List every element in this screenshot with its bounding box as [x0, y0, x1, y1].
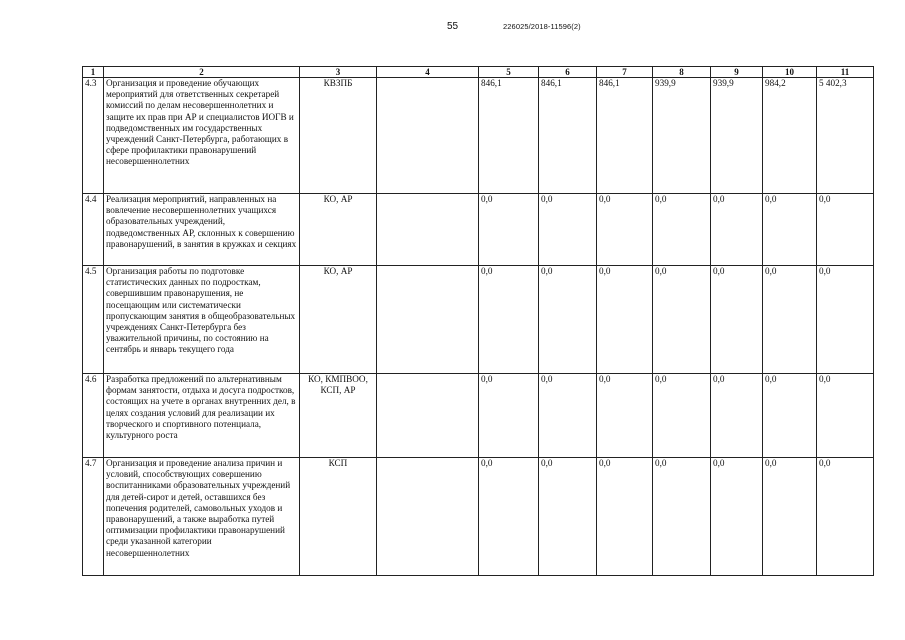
value-cell: 0,0	[711, 374, 763, 458]
funding-source	[377, 194, 479, 266]
column-header: 6	[539, 67, 597, 78]
total-cell: 5 402,3	[817, 78, 874, 194]
column-header: 8	[653, 67, 711, 78]
value-cell: 0,0	[763, 458, 817, 576]
row-number: 4.7	[83, 458, 104, 576]
total-cell: 0,0	[817, 374, 874, 458]
value-cell: 846,1	[597, 78, 653, 194]
total-cell: 0,0	[817, 266, 874, 374]
column-header: 1	[83, 67, 104, 78]
column-header: 5	[479, 67, 539, 78]
value-cell: 0,0	[539, 194, 597, 266]
table-row	[83, 78, 874, 194]
column-header: 7	[597, 67, 653, 78]
value-cell: 0,0	[539, 374, 597, 458]
page-header	[0, 19, 905, 35]
value-cell: 0,0	[539, 266, 597, 374]
value-cell: 0,0	[597, 458, 653, 576]
column-header: 4	[377, 67, 479, 78]
row-number: 4.3	[83, 78, 104, 194]
executor: КВЗПБ	[300, 78, 377, 194]
column-header: 2	[104, 67, 300, 78]
value-cell: 0,0	[763, 374, 817, 458]
funding-source	[377, 78, 479, 194]
table-row	[83, 194, 874, 266]
column-header: 3	[300, 67, 377, 78]
value-cell: 0,0	[539, 458, 597, 576]
program-table	[82, 66, 874, 576]
column-header: 10	[763, 67, 817, 78]
activity-description: Организация работы по подготовке статистических данных по подросткам, совершившим правонарушения, не посещающим или систематически пропускающим занятия в общеобразовательных учреждениях Санкт-Петербурга без уважительной причины, по состоянию на сентябрь и январь текущего года	[104, 266, 300, 374]
total-cell: 0,0	[817, 458, 874, 576]
value-cell: 0,0	[711, 266, 763, 374]
activity-description: Организация и проведение анализа причин и условий, способствующих совершению воспитанниками образовательных учреждений для детей-сирот и детей, оставшихся без попечения родителей, самовольных уходов и правонарушений, а также выработка путей оптимизации профилактики правонарушений среди указанной категории несовершеннолетних	[104, 458, 300, 576]
value-cell: 0,0	[711, 194, 763, 266]
value-cell: 984,2	[763, 78, 817, 194]
table-header-row	[83, 67, 874, 78]
funding-source	[377, 374, 479, 458]
value-cell: 0,0	[479, 194, 539, 266]
value-cell: 0,0	[597, 266, 653, 374]
funding-source	[377, 458, 479, 576]
total-cell: 0,0	[817, 194, 874, 266]
value-cell: 0,0	[479, 266, 539, 374]
activity-description: Организация и проведение обучающих мероприятий для ответственных секретарей комиссий по делам несовершеннолетних и защите их прав при АР и специалистов ИОГВ и подведомственных им государственных учреждений Санкт-Петербурга, работающих в сфере профилактики правонарушений несовершеннолетних	[104, 78, 300, 194]
value-cell: 0,0	[653, 194, 711, 266]
executor: КО, АР	[300, 194, 377, 266]
executor: КО, АР	[300, 266, 377, 374]
row-number: 4.4	[83, 194, 104, 266]
value-cell: 939,9	[711, 78, 763, 194]
page-number: 55	[447, 21, 459, 32]
row-number: 4.5	[83, 266, 104, 374]
value-cell: 0,0	[653, 266, 711, 374]
value-cell: 0,0	[479, 374, 539, 458]
value-cell: 0,0	[653, 458, 711, 576]
value-cell: 846,1	[479, 78, 539, 194]
value-cell: 939,9	[653, 78, 711, 194]
table-row	[83, 266, 874, 374]
table-row	[83, 374, 874, 458]
row-number: 4.6	[83, 374, 104, 458]
value-cell: 0,0	[711, 458, 763, 576]
value-cell: 0,0	[763, 266, 817, 374]
executor: КСП	[300, 458, 377, 576]
value-cell: 0,0	[653, 374, 711, 458]
value-cell: 0,0	[597, 194, 653, 266]
value-cell: 0,0	[479, 458, 539, 576]
activity-description: Реализация мероприятий, направленных на вовлечение несовершеннолетних учащихся образовательных учреждений, подведомственных АР, склонных к совершению правонарушений, в занятия в кружках и секциях	[104, 194, 300, 266]
value-cell: 0,0	[763, 194, 817, 266]
value-cell: 846,1	[539, 78, 597, 194]
executor: КО, КМПВОО, КСП, АР	[300, 374, 377, 458]
activity-description: Разработка предложений по альтернативным формам занятости, отдыха и досуга подростков, состоящих на учете в органах внутренних дел, в целях создания условий для реализации их творческого и спортивного потенциала, культурного роста	[104, 374, 300, 458]
column-header: 9	[711, 67, 763, 78]
funding-source	[377, 266, 479, 374]
column-header: 11	[817, 67, 874, 78]
table-row	[83, 458, 874, 576]
value-cell: 0,0	[597, 374, 653, 458]
document-id: 226025/2018-11596(2)	[503, 22, 581, 31]
